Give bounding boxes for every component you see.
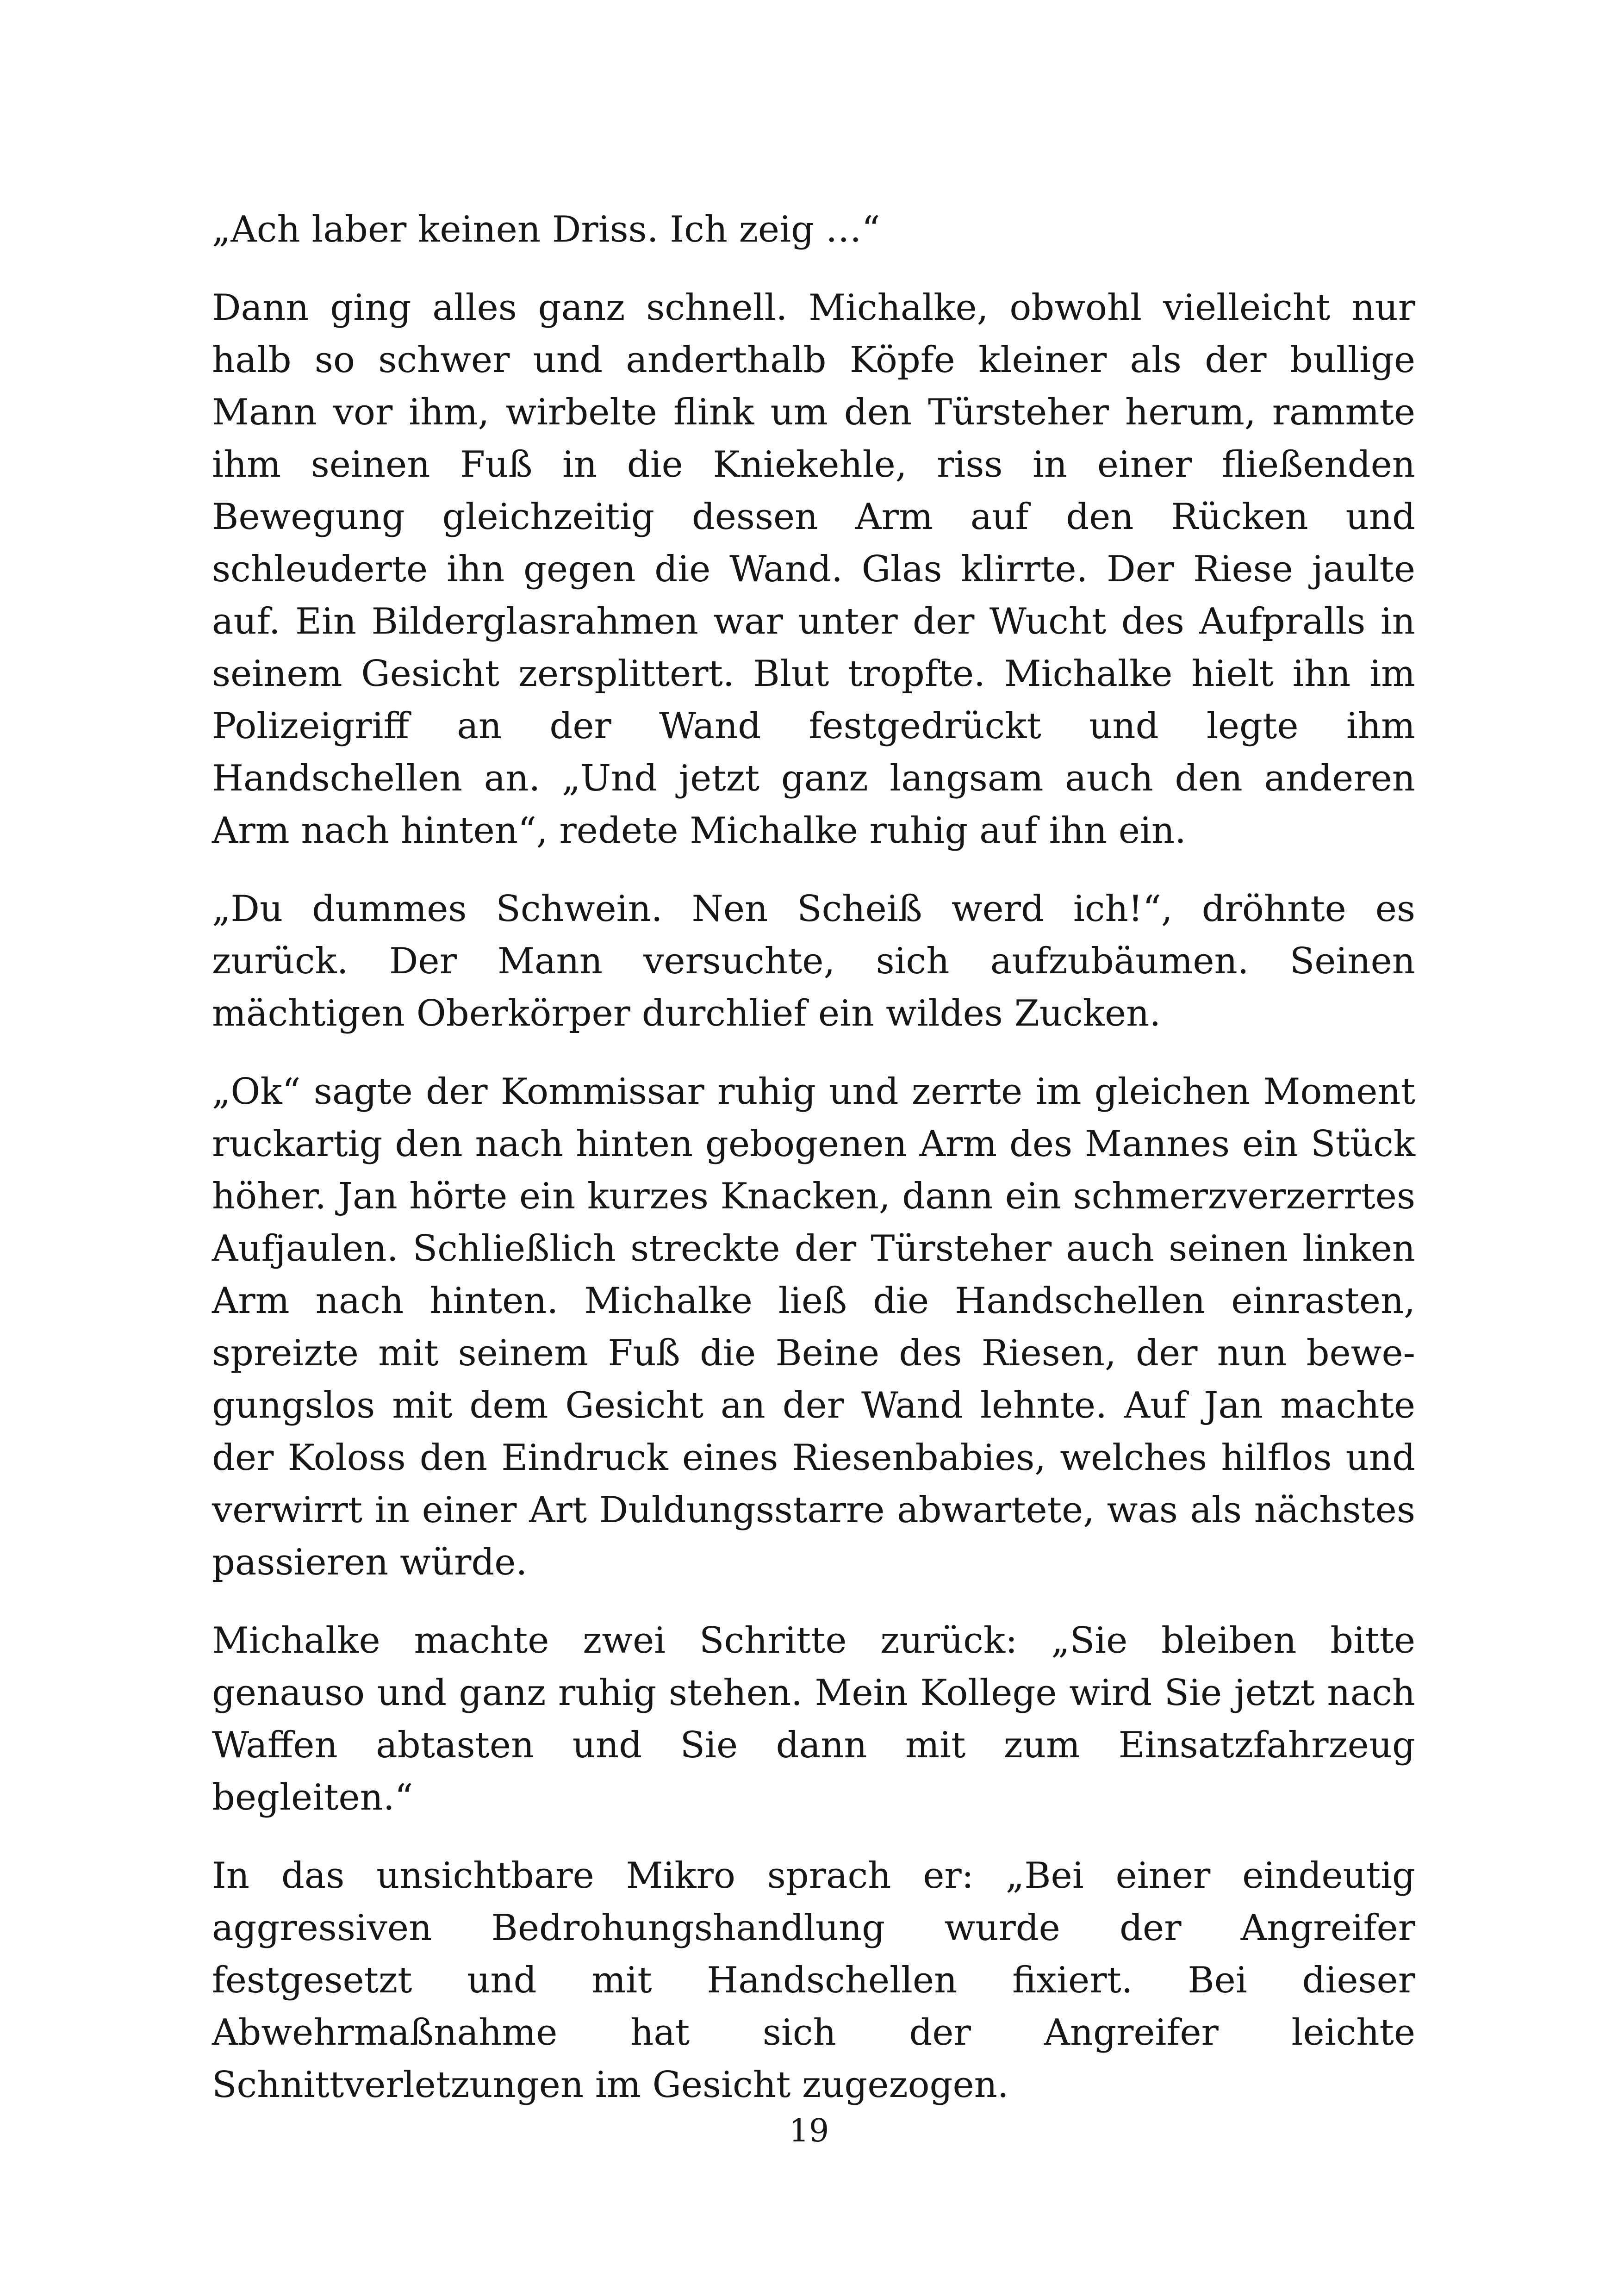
paragraph-4: „Ok“ sagte der Kommissar ruhig und zerrte im gleichen Moment ruckartig den nach hinten gebogenen Arm des Mannes ein Stück höher. Jan hörte ein kurzes Knacken, dann ein schmerzverzerrtes Aufjaulen. Schließlich streckte der Türsteher auch seinen linken Arm nach hinten. Michalke ließ die Handschellen einrasten, spreizte mit seinem Fuß die Beine des Riesen, der nun bewegungslos mit dem Gesicht an der Wand lehnte. Auf Jan machte der Koloss den Eindruck eines Riesenbabies, welches hilflos und verwirrt in einer Art Duldungsstarre abwartete, was als nächstes passieren würde. bbox=[212, 1071, 1415, 1583]
paragraph-3: „Du dummes Schwein. Nen Scheiß werd ich!“, dröhnte es zurück. Der Mann versuchte, sich aufzubäumen. Seinen mächtigen Oberkörper durchlief ein wildes Zucken. bbox=[212, 888, 1415, 1034]
body-text bbox=[212, 204, 1415, 2137]
paragraph-5: Michalke machte zwei Schritte zurück: „Sie bleiben bitte genauso und ganz ruhig stehen. Mein Kollege wird Sie jetzt nach Waffen abtasten und Sie dann mit zum Einsatzfahrzeug begleiten.“ bbox=[212, 1620, 1415, 1818]
paragraph-1: „Ach laber keinen Driss. Ich zeig …“ bbox=[212, 209, 880, 250]
paragraph-2: Dann ging alles ganz schnell. Michalke, obwohl vielleicht nur halb so schwer und anderthalb Köpfe kleiner als der bullige Mann vor ihm, wirbelte flink um den Türsteher herum, rammte ihm seinen Fuß in die Kniekehle, riss in einer fließenden Bewegung gleichzeitig dessen Arm auf den Rücken und schleuderte ihn gegen die Wand. Glas klirrte. Der Riese jaulte auf. Ein Bilderglasrahmen war unter der Wucht des Aufpralls in seinem Gesicht zersplittert. Blut tropfte. Michalke hielt ihn im Polizeigriff an der Wand festgedrückt und legte ihm Handschellen an. „Und jetzt ganz langsam auch den anderen Arm nach hinten“, redete Michalke ruhig auf ihn ein. bbox=[212, 287, 1415, 852]
page-number: 19 bbox=[789, 2113, 829, 2149]
paragraph-6: In das unsichtbare Mikro sprach er: „Bei einer eindeutig aggressiven Bedrohungshandlung wurde der Angreifer festgesetzt und mit Handschellen fixiert. Bei dieser Abwehrmaßnahme hat sich der Angreifer leichte Schnittverletzungen im Gesicht zugezogen. bbox=[212, 1855, 1415, 2106]
